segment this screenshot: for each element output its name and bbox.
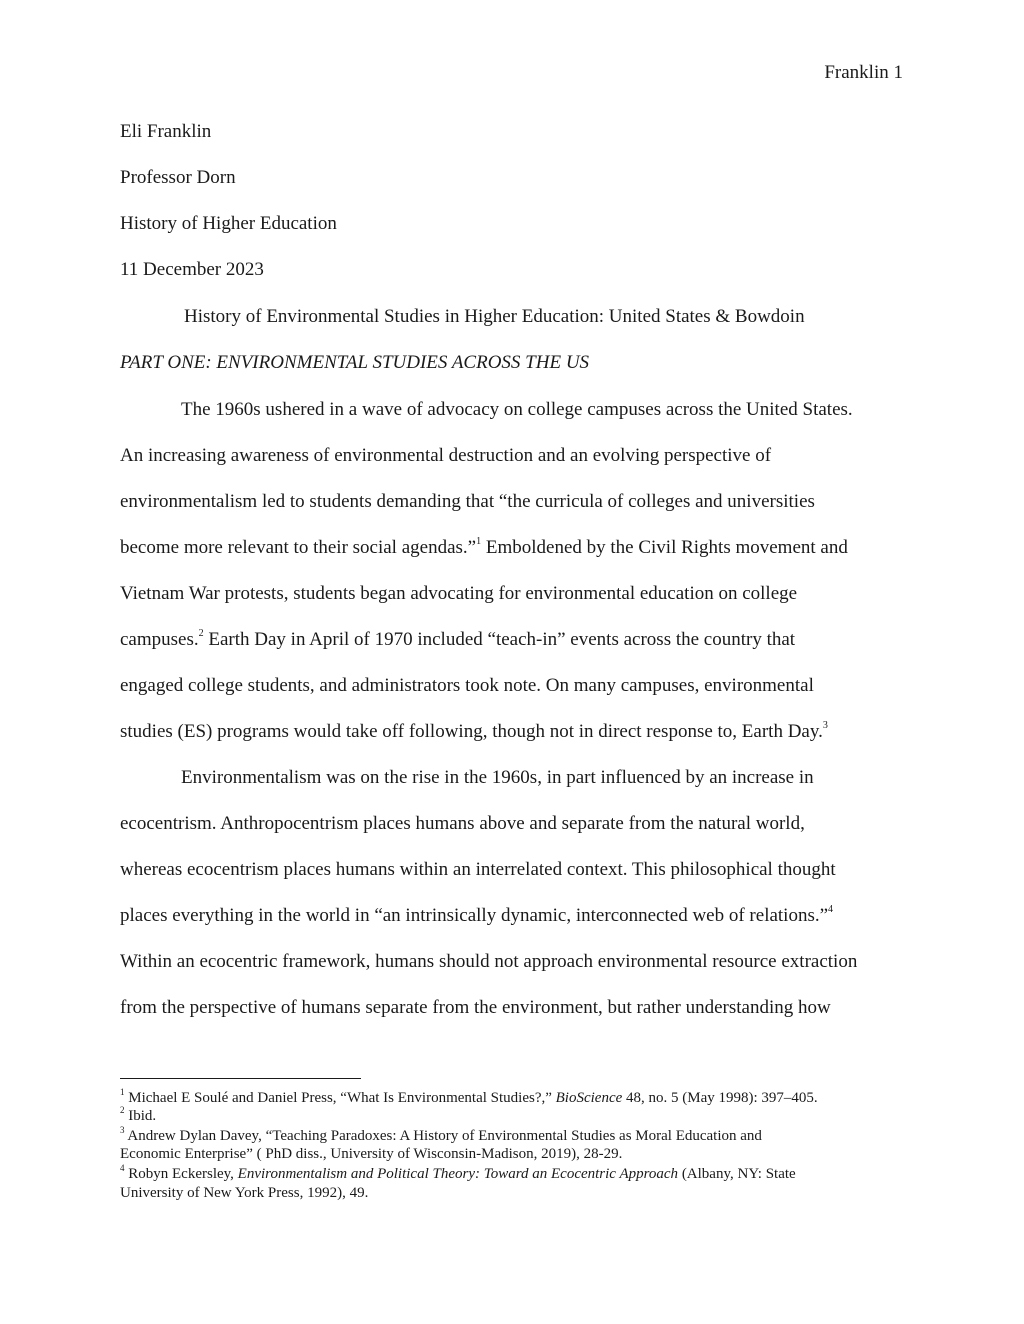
footnote-divider — [120, 1078, 361, 1079]
section-heading: PART ONE: ENVIRONMENTAL STUDIES ACROSS THE US — [120, 352, 590, 373]
footnote-ref[interactable]: 4 — [828, 903, 834, 915]
body-line: Environmentalism was on the rise in the 1960s, in part influenced by an increase in — [181, 767, 814, 788]
body-line: engaged college students, and administrators took note. On many campuses, environmental — [120, 675, 814, 696]
footnote-text: Michael E Soulé and Daniel Press, “What Is Environmental Studies?,” — [124, 1090, 556, 1106]
body-line — [120, 628, 795, 652]
body-line — [120, 904, 833, 928]
page-header: Franklin 1 — [824, 62, 903, 83]
footnote-ref[interactable]: 1 — [476, 535, 482, 547]
footnote-ref[interactable]: 3 — [822, 719, 828, 731]
footnote-3 — [120, 1127, 762, 1145]
body-text: campuses. — [120, 629, 199, 650]
footnote-number: 2 — [120, 1105, 125, 1115]
book-title: Environmentalism and Political Theory: Toward an Ecocentric Approach — [237, 1166, 679, 1182]
body-line: An increasing awareness of environmental destruction and an evolving perspective of — [120, 445, 772, 466]
professor-name: Professor Dorn — [120, 167, 236, 188]
body-line: whereas ecocentrism places humans within an interrelated context. This philosophical thought — [120, 859, 836, 880]
footnote-text: Robyn Eckersley, — [124, 1166, 238, 1182]
footnote-text: Ibid. — [124, 1108, 157, 1124]
footnote-number: 4 — [120, 1163, 125, 1173]
footnote-3-continued: Economic Enterprise” ( PhD diss., University of Wisconsin-Madison, 2019), 28-29. — [120, 1146, 623, 1162]
body-line: environmentalism led to students demanding that “the curricula of colleges and universities — [120, 491, 815, 512]
footnote-text: Andrew Dylan Davey, “Teaching Paradoxes: A History of Environmental Studies as Moral Education and — [124, 1128, 762, 1144]
footnote-text: (Albany, NY: State — [678, 1166, 796, 1182]
body-line — [120, 720, 828, 744]
footnote-2 — [120, 1107, 156, 1125]
footnote-number: 3 — [120, 1125, 125, 1135]
course-name: History of Higher Education — [120, 213, 337, 234]
body-text: Emboldened by the Civil Rights movement and — [481, 537, 848, 558]
footnote-4-continued: University of New York Press, 1992), 49. — [120, 1185, 369, 1201]
footnote-number: 1 — [120, 1087, 125, 1097]
body-text: places everything in the world in “an intrinsically dynamic, interconnected web of relations.” — [120, 905, 829, 926]
footnote-1 — [120, 1089, 818, 1107]
body-text: Earth Day in April of 1970 included “teach-in” events across the country that — [203, 629, 796, 650]
body-line: from the perspective of humans separate from the environment, but rather understanding how — [120, 997, 831, 1018]
body-line: Vietnam War protests, students began advocating for environmental education on college — [120, 583, 798, 604]
body-text: become more relevant to their social agendas.” — [120, 537, 477, 558]
body-line: Within an ecocentric framework, humans should not approach environmental resource extraction — [120, 951, 858, 972]
body-line: ecocentrism. Anthropocentrism places humans above and separate from the natural world, — [120, 813, 805, 834]
paper-date: 11 December 2023 — [120, 259, 264, 280]
paper-title: History of Environmental Studies in Higher Education: United States & Bowdoin — [184, 306, 805, 327]
journal-title: BioScience — [555, 1090, 623, 1106]
body-text: studies (ES) programs would take off following, though not in direct response to, Earth Day. — [120, 721, 823, 742]
footnote-4 — [120, 1165, 796, 1183]
body-line: The 1960s ushered in a wave of advocacy on college campuses across the United States. — [181, 399, 853, 420]
footnote-text: 48, no. 5 (May 1998): 397–405. — [622, 1090, 818, 1106]
footnote-ref[interactable]: 2 — [198, 627, 204, 639]
author-name: Eli Franklin — [120, 121, 212, 142]
body-line — [120, 536, 848, 560]
